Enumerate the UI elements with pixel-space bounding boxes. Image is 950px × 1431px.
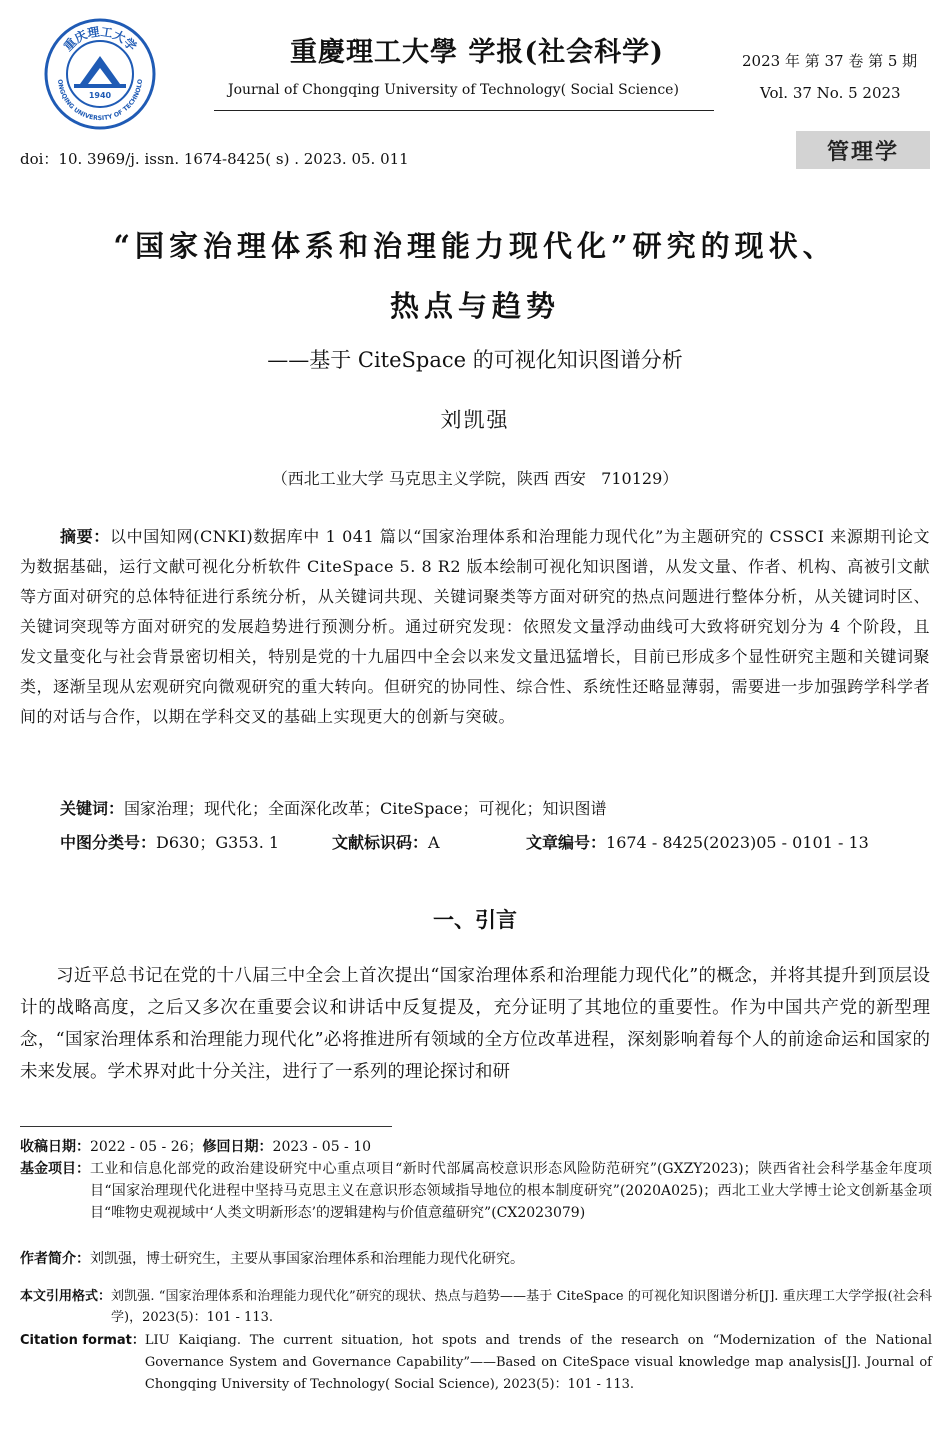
logo-year: 1940 xyxy=(88,91,112,100)
citation-en-text: LIU Kaiqiang. The current situation, hot spots and trends of the research on “Modernization of the National Governance System and Governance Capability”——Based on CiteSpace visual knowledge map analysis[J]. Journal of Chongqing University of Technology( Social Science), 2023(5)：101 - 113. xyxy=(144,1333,932,1392)
issue-info-cn: 2023 年 第 37 卷 第 5 期 xyxy=(742,52,918,70)
author-bio-text: 刘凯强，博士研究生，主要从事国家治理体系和治理能力现代化研究。 xyxy=(90,1251,524,1267)
journal-title-en: Journal of Chongqing University of Technology( Social Science) xyxy=(228,82,679,98)
issue-info-en: Vol. 37 No. 5 2023 xyxy=(760,84,901,102)
logo-ring-text-en: ONGQING UNIVERSITY OF TECHNOLO xyxy=(55,78,145,123)
header-rule xyxy=(214,110,714,111)
fund-text: 工业和信息化部党的政治建设研究中心重点项目“新时代部属高校意识形态风险防范研究”(GXZY2023)；陕西省社会科学基金年度项目“国家治理现代化进程中坚持马克思主义在意识形态领域指导地位的根本制度研究”(2020A025)；西北工业大学博士论文创新基金项目“唯物史观视域中‘人类文明新形态’的逻辑建构与价值意蕴研究”(CX2023079) xyxy=(90,1161,932,1221)
doi: doi：10. 3969/j. issn. 1674-8425( s) . 2023. 05. 011 xyxy=(20,150,409,168)
footnote-rule xyxy=(20,1126,392,1127)
footnote-citation-cn xyxy=(20,1286,932,1328)
university-seal-icon xyxy=(44,18,156,130)
abstract xyxy=(20,522,930,732)
author-affiliation: （西北工业大学 马克思主义学院，陕西 西安 710129） xyxy=(271,469,679,488)
article-title-line-1: “国家治理体系和治理能力现代化”研究的现状、 xyxy=(113,229,837,263)
revised-date: 2023 - 05 - 10 xyxy=(272,1139,372,1155)
citation-cn-label: 本文引用格式： xyxy=(20,1289,112,1304)
abstract-label: 摘要： xyxy=(60,527,110,546)
article-number-label: 文章编号： xyxy=(526,833,607,852)
received-date: 2022 - 05 - 26； xyxy=(90,1139,203,1155)
revised-label: 修回日期： xyxy=(202,1139,273,1155)
citation-cn-text: 刘凯强. “国家治理体系和治理能力现代化”研究的现状、热点与趋势——基于 CiteSpace 的可视化知识图谱分析[J]. 重庆理工大学学报(社会科学)，2023(5)：101 - 113. xyxy=(111,1289,932,1325)
introduction-paragraph: 习近平总书记在党的十八届三中全会上首次提出“国家治理体系和治理能力现代化”的概念，并将其提升到顶层设计的战略高度，之后又多次在重要会议和讲话中反复提及，充分证明了其地位的重要性。作为中国共产党的新型理念，“国家治理体系和治理能力现代化”必将推进所有领域的全方位改革进程，深刻影响着每个人的前途命运和国家的未来发展。学术界对此十分关注，进行了一系列的理论探讨和研 xyxy=(20,966,930,1082)
footnote-citation-en xyxy=(20,1330,932,1396)
document-code xyxy=(332,830,440,853)
footnote-dates xyxy=(20,1136,932,1158)
document-code-label: 文献标识码： xyxy=(332,833,429,852)
footnote-fund xyxy=(20,1158,932,1224)
logo-ring-text-cn: 重庆理工大学 xyxy=(60,24,140,54)
clc-label: 中图分类号： xyxy=(60,833,157,852)
article-number-value: 1674 - 8425(2023)05 - 0101 - 13 xyxy=(606,833,869,852)
article-number xyxy=(526,830,869,853)
journal-title-cn: 重慶理工大學 学报(社会科学) xyxy=(290,37,664,68)
citation-en-label: Citation format： xyxy=(20,1333,145,1348)
clc-value: D630；G353. 1 xyxy=(156,833,280,852)
author-bio-label: 作者简介： xyxy=(20,1251,90,1267)
keywords xyxy=(60,796,606,819)
clc xyxy=(60,833,279,852)
article-subtitle: ——基于 CiteSpace 的可视化知识图谱分析 xyxy=(267,348,683,372)
article-title-line-2: 热点与趋势 xyxy=(389,289,560,323)
keywords-label: 关键词： xyxy=(60,799,125,818)
document-code-value: A xyxy=(428,833,440,852)
section-heading-introduction: 一、引言 xyxy=(433,907,517,932)
footnote-author-bio xyxy=(20,1248,932,1270)
keywords-text: 国家治理；现代化；全面深化改革；CiteSpace；可视化；知识图谱 xyxy=(124,799,607,818)
university-logo xyxy=(44,18,156,130)
fund-label: 基金项目： xyxy=(20,1161,90,1177)
abstract-text: 以中国知网(CNKI)数据库中 1 041 篇以“国家治理体系和治理能力现代化”为主题研究的 CSSCI 来源期刊论文为数据基础，运行文献可视化分析软件 CiteSpace 5. 8 R2 版本绘制可视化知识图谱，从发文量、作者、机构、高被引文献等方面对研究的总体特征进行系统分析，从关键词共现、关键词聚类等方面对研究的热点问题进行整体分析，从关键词时区、关键词突现等方面对研究的发展趋势进行预测分析。通过研究发现：依照发文量浮动曲线可大致将研究划分为 4 个阶段，且发文量变化与社会背景密切相关，特别是党的十九届四中全会以来发文量迅猛增长，目前已形成多个显性研究主题和关键词聚类，逐渐呈现从宏观研究向微观研究的重大转向。但研究的协同性、综合性、系统性还略显薄弱，需要进一步加强跨学科学者间的对话与合作，以期在学科交叉的基础上实现更大的创新与突破。 xyxy=(20,527,930,726)
author-name: 刘凯强 xyxy=(440,408,510,432)
received-label: 收稿日期： xyxy=(20,1139,90,1155)
classification-line xyxy=(60,830,920,853)
column-badge: 管理学 xyxy=(796,131,930,169)
